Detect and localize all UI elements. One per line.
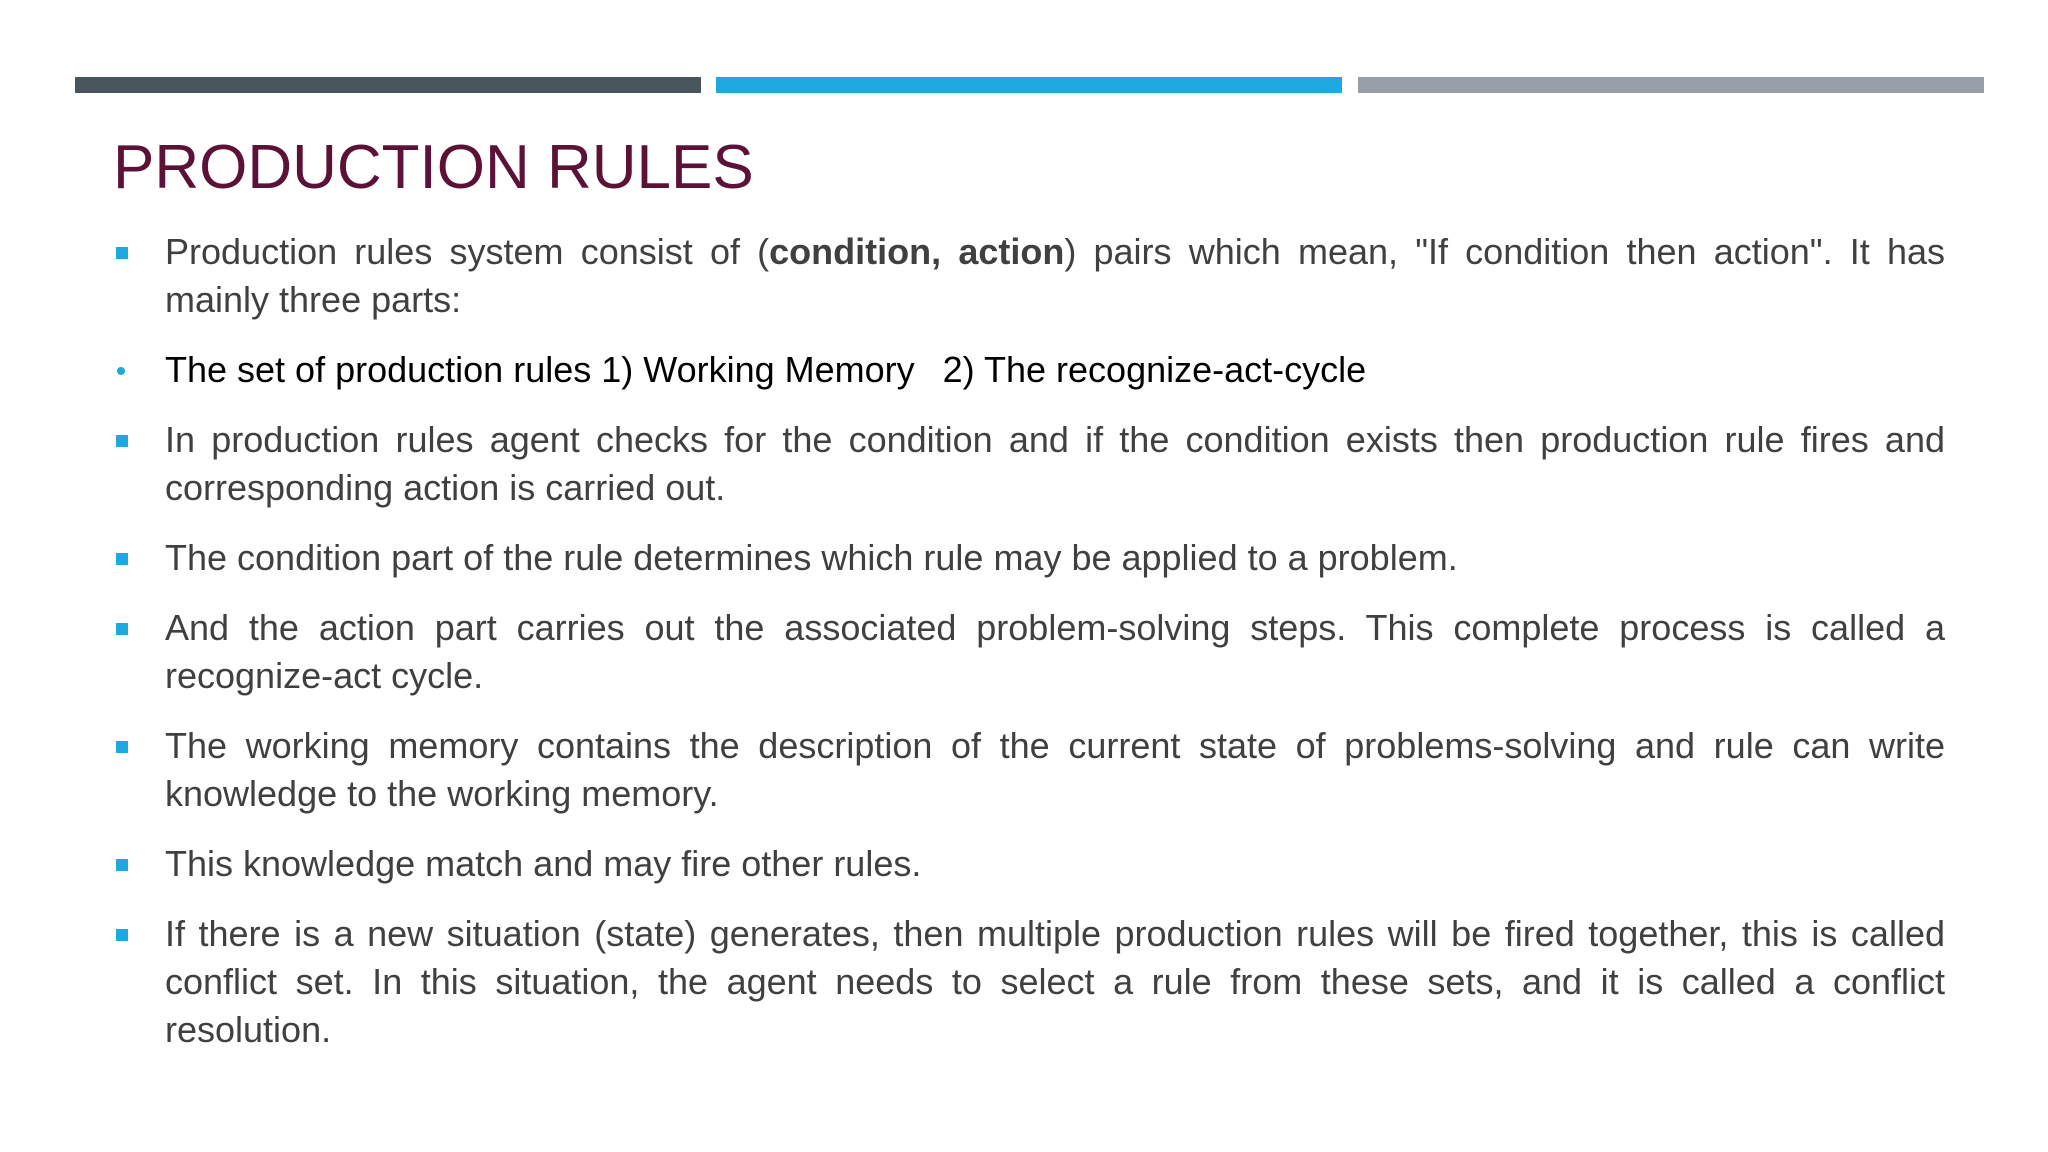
square-bullet-icon — [116, 435, 128, 447]
square-bullet-icon — [116, 741, 128, 753]
bullet-text: In production rules agent checks for the condition and if the condition exists then production rule fires and corresponding action is carried out. — [165, 419, 1945, 508]
bullet-text-part2: 2) The recognize-act-cycle — [942, 349, 1367, 390]
bullet-text: The condition part of the rule determines which rule may be applied to a problem. — [165, 537, 1458, 578]
dot-bullet-icon — [117, 367, 125, 375]
bullet-item-3 — [113, 416, 1945, 512]
bullet-item-6 — [113, 722, 1945, 818]
bullet-text-pre: Production rules system consist of ( — [165, 231, 770, 272]
bullet-text-part1: The set of production rules 1) Working Memory — [165, 349, 915, 390]
slide-title: PRODUCTION RULES — [113, 133, 754, 202]
bullet-text-bold: condition, action — [769, 231, 1065, 272]
bullet-text: And the action part carries out the associated problem-solving steps. This complete process is called a recognize-act cycle. — [165, 607, 1945, 696]
bullet-text: If there is a new situation (state) generates, then multiple production rules will be fired together, this is called conflict set. In this situation, the agent needs to select a rule from these sets, and it is called a conflict resolution. — [165, 913, 1945, 1050]
square-bullet-icon — [116, 553, 128, 565]
bullet-item-1 — [113, 228, 1945, 324]
header-bar-gray — [1358, 77, 1984, 93]
bullet-list — [113, 228, 1945, 1076]
bullet-item-8 — [113, 910, 1945, 1054]
bullet-item-5 — [113, 604, 1945, 700]
bullet-text-post: ) pairs which mean, "If condition then action". It has mainly three parts: — [165, 231, 1945, 320]
square-bullet-icon — [116, 859, 128, 871]
square-bullet-icon — [116, 247, 128, 259]
header-bar-blue — [716, 77, 1342, 93]
bullet-item-4 — [113, 534, 1945, 582]
bullet-item-2 — [113, 346, 1945, 394]
square-bullet-icon — [116, 929, 128, 941]
bullet-text: This knowledge match and may fire other rules. — [165, 843, 922, 884]
bullet-text: The working memory contains the description of the current state of problems-solving and rule can write knowledge to the working memory. — [165, 725, 1945, 814]
header-bar-dark — [75, 77, 701, 93]
square-bullet-icon — [116, 623, 128, 635]
bullet-item-7 — [113, 840, 1945, 888]
